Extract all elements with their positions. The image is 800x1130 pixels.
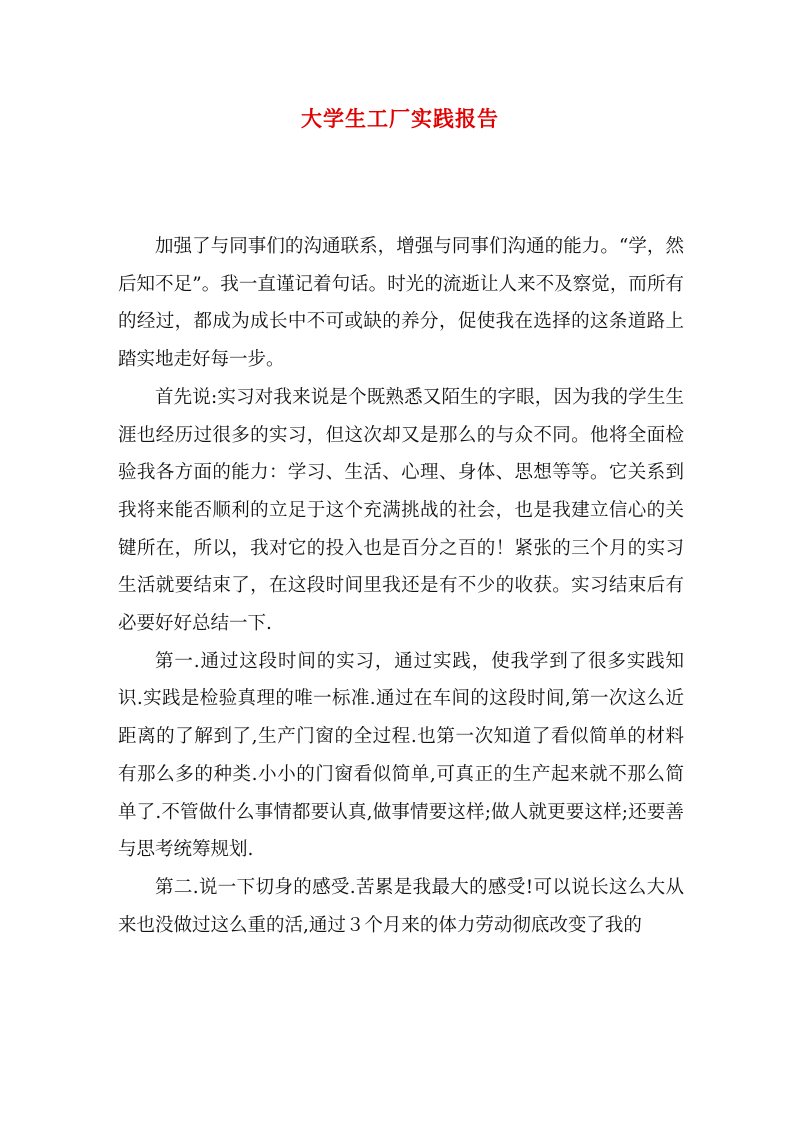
paragraph-2: 首先说:实习对我来说是个既熟悉又陌生的字眼，因为我的学生生涯也经历过很多的实习，但这次却又是那么的与众不同。他将全面检验我各方面的能力：学习、生活、心理、身体、思想等等。它关系到我将来能否顺利的立足于这个充满挑战的社会，也是我建立信心的关键所在，所以，我对它的投入也是百分之百的！紧张的三个月的实习生活就要结束了，在这段时间里我还是有不少的收获。实习结束后有必要好好总结一下. bbox=[118, 386, 684, 635]
document-body bbox=[118, 228, 684, 944]
paragraph-3: 第一.通过这段时间的实习，通过实践，使我学到了很多实践知识.实践是检验真理的唯一标准.通过在车间的这段时间,第一次这么近距离的了解到了,生产门窗的全过程.也第一次知道了看似简单的材料有那么多的种类.小小的门窗看似简单,可真正的生产起来就不那么简单了.不管做什么事情都要认真,做事情要这样;做人就更要这样;还要善与思考统筹规划. bbox=[118, 650, 684, 861]
paragraph-1: 加强了与同事们的沟通联系，增强与同事们沟通的能力。“学，然后知不足”。我一直谨记着句话。时光的流逝让人来不及察觉，而所有的经过，都成为成长中不可或缺的养分，促使我在选择的这条道路上踏实地走好每一步。 bbox=[118, 236, 684, 371]
document-title: 大学生工厂实践报告 bbox=[301, 106, 499, 131]
paragraph-4: 第二.说一下切身的感受.苦累是我最大的感受!可以说长这么大从来也没做过这么重的活,通过３个月来的体力劳动彻底改变了我的 bbox=[118, 876, 684, 936]
